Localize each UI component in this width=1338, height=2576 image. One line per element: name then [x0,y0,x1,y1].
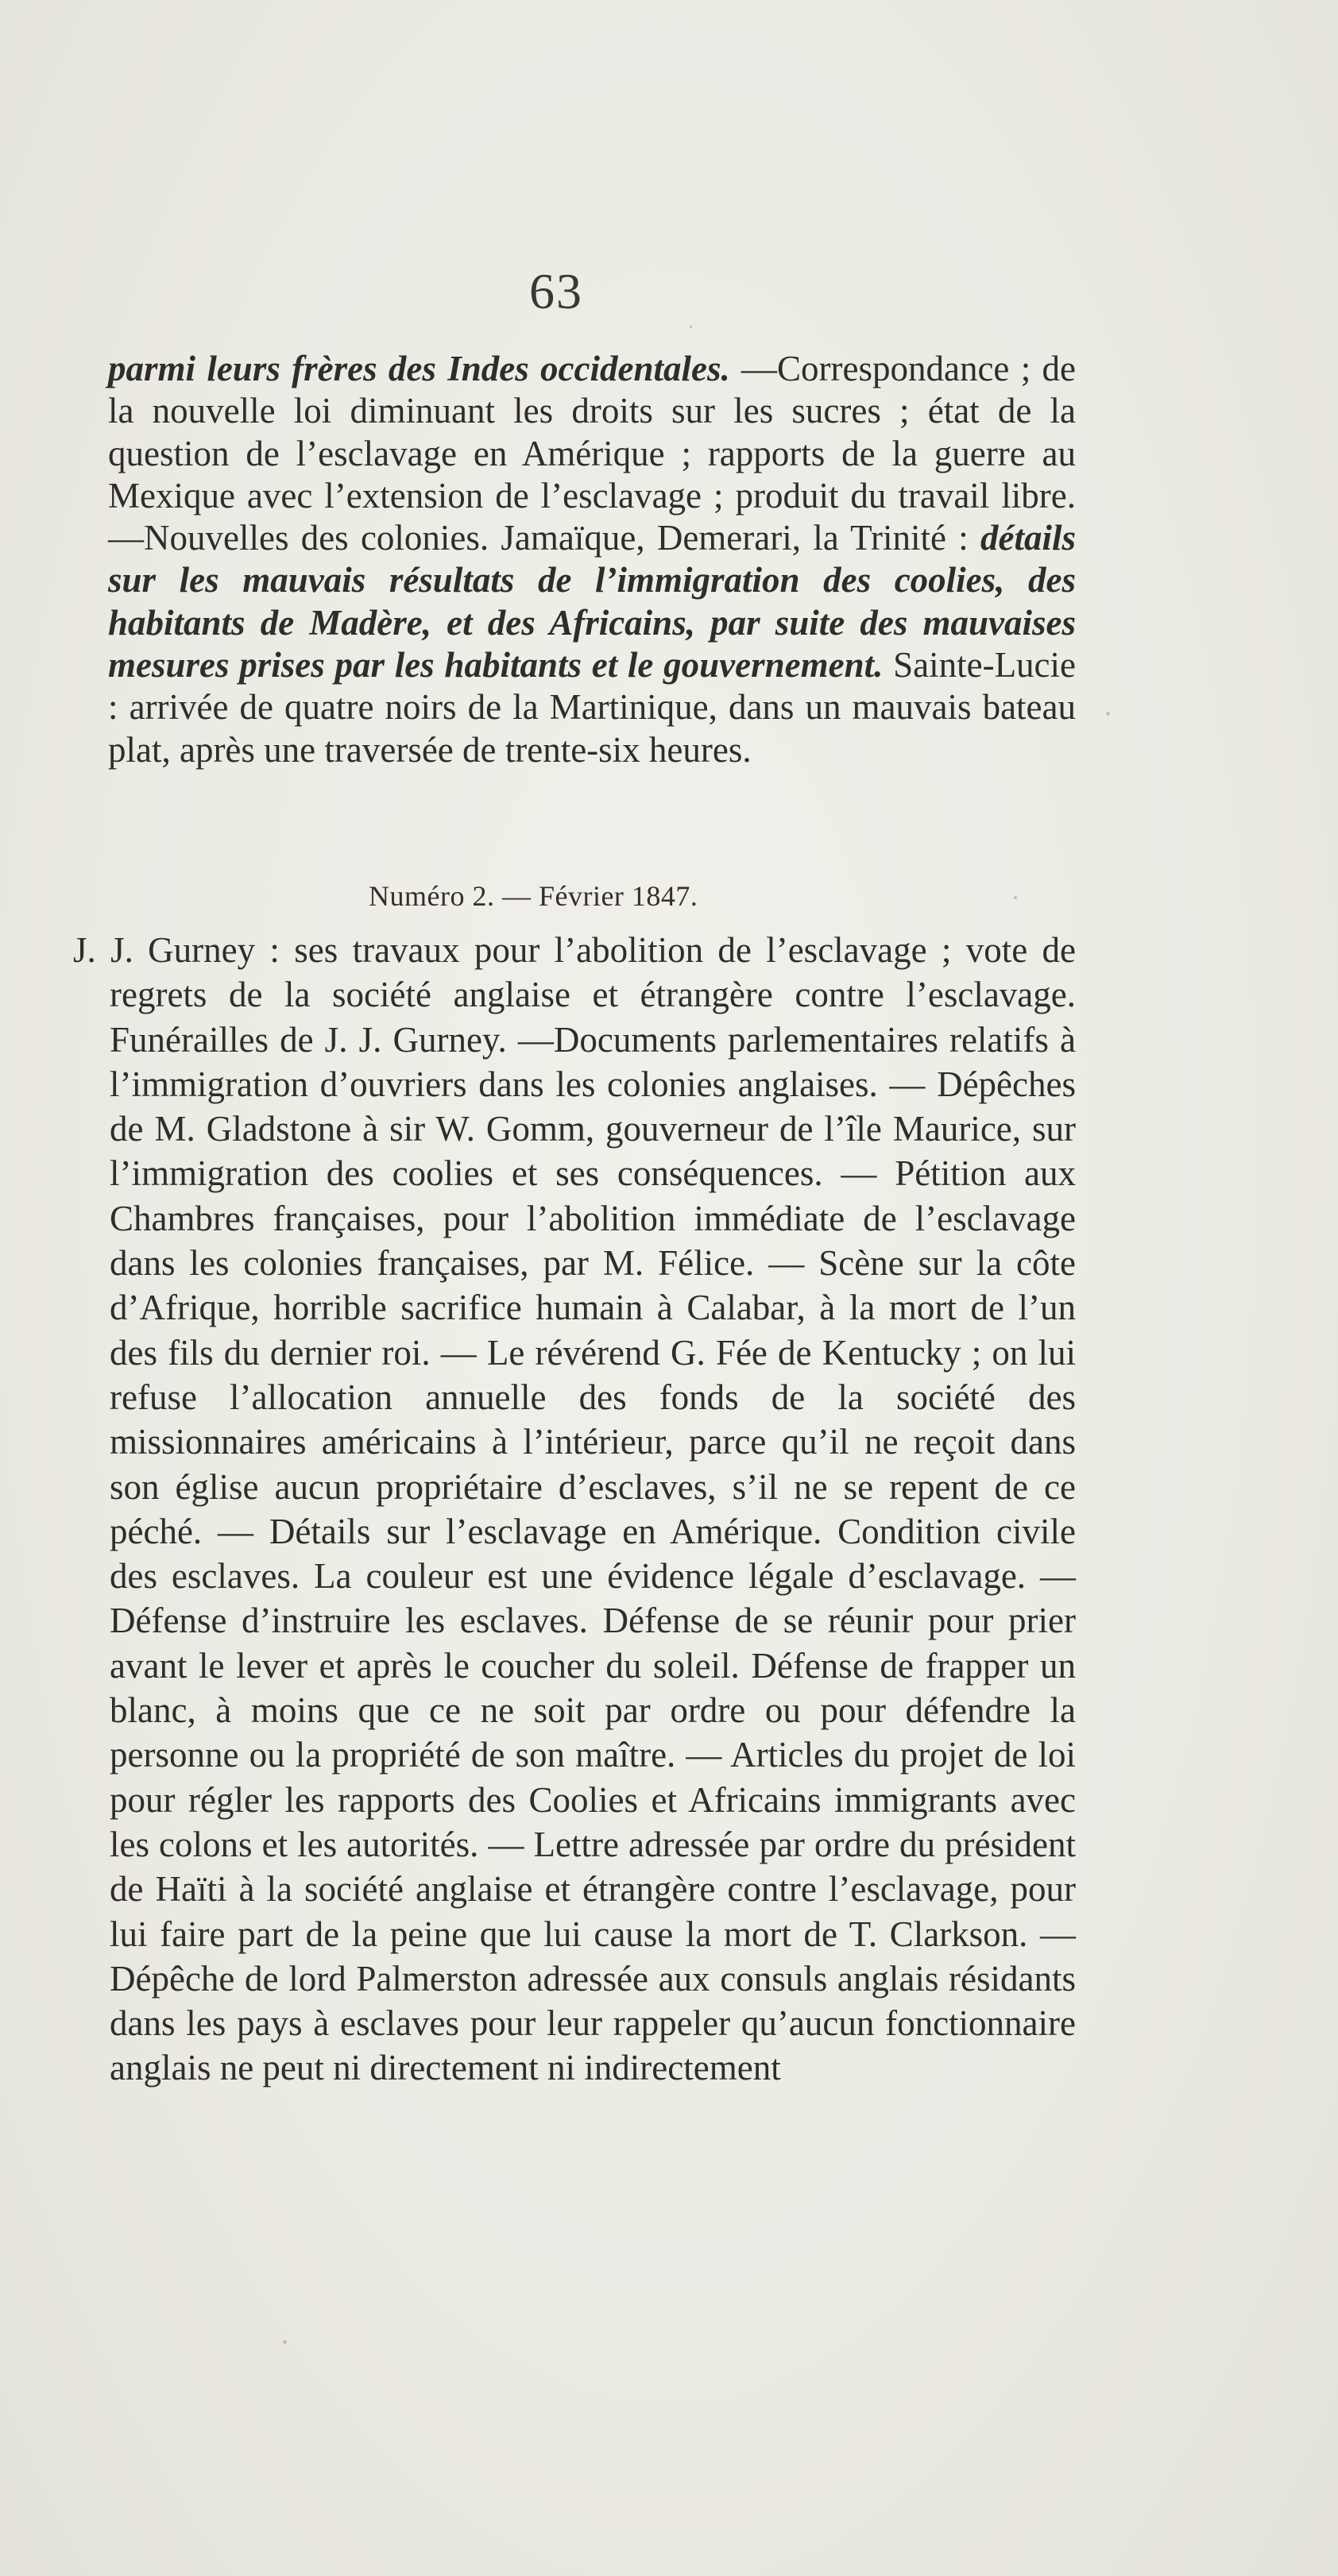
paragraph-2-text: J. J. Gurney : ses travaux pour l’abolition de l’esclavage ; vote de regrets de la société anglaise et étrangère contre l’esclavage. Funérailles de J. J. Gurney. —Documents parlementaires relatifs à l’immigration d’ouvriers dans les colonies anglaises. — Dépêches de M. Gladstone à sir W. Gomm, gouverneur de l’île Maurice, sur l’immigration des coolies et ses conséquences. — Pétition aux Chambres françaises, pour l’abolition immédiate de l’esclavage dans les colonies françaises, par M. Félice. — Scène sur la côte d’Afrique, horrible sacrifice humain à Calabar, à la mort de l’un des fils du dernier roi. — Le révérend G. Fée de Kentucky ; on lui refuse l’allocation annuelle des fonds de la société des missionnaires américains à l’intérieur, parce qu’il ne reçoit dans son église aucun propriétaire d’esclaves, s’il ne se repent de ce péché. — Détails sur l’esclavage en Amérique. Condition civile des esclaves. La couleur est une évidence légale d’esclavage. — Défense d’instruire les esclaves. Défense de se réunir pour prier avant le lever et après le coucher du soleil. Défense de frapper un blanc, à moins que ce ne soit par ordre ou pour défendre la personne ou la propriété de son maître. — Articles du projet de loi pour régler les rapports des Coolies et Africains immigrants avec les colons et les autorités. — Lettre adressée par ordre du président de Haïti à la société anglaise et étrangère contre l’esclavage, pour lui faire part de la peine que lui cause la mort de T. Clarkson. — Dépêche de lord Palmerston adressée aux consuls anglais résidants dans les pays à esclaves pour leur rappeler qu’aucun fonctionnaire anglais ne peut ni directement ni indirectement [73,930,1076,2088]
paper-speck [1014,896,1017,899]
paragraph-2 [73,928,1076,2091]
paper-speck [283,2340,287,2344]
page-number: 63 [529,263,583,319]
paragraph-1 [108,348,1076,771]
paragraph-1-italic-details: détails sur les mauvais résultats de l’immigration des coolies, des habitants de Madère, et des Africains, par suite des mauvaises mesures prises par les habitants et le gouvernement. [108,518,1076,686]
paper-speck [690,326,692,328]
paper-speck [1106,712,1110,716]
section-heading: Numéro 2. — Février 1847. [369,880,698,912]
paragraph-1-text-b: Sainte-Lucie : arrivée de quatre noirs de la Martinique, dans un mauvais bateau plat, après une traversée de trente-six heures. [108,645,1076,770]
paragraph-1-text-a: —Correspondance ; de la nouvelle loi diminuant les droits sur les sucres ; état de la question de l’esclavage en Amérique ; rapports de la guerre au Mexique avec l’extension de l’esclavage ; produit du travail libre. —Nouvelles des colonies. Jamaïque, Demerari, la Trinité : [108,349,1076,558]
paragraph-1-italic-intro: parmi leurs frères des Indes occidentales. [108,349,730,388]
